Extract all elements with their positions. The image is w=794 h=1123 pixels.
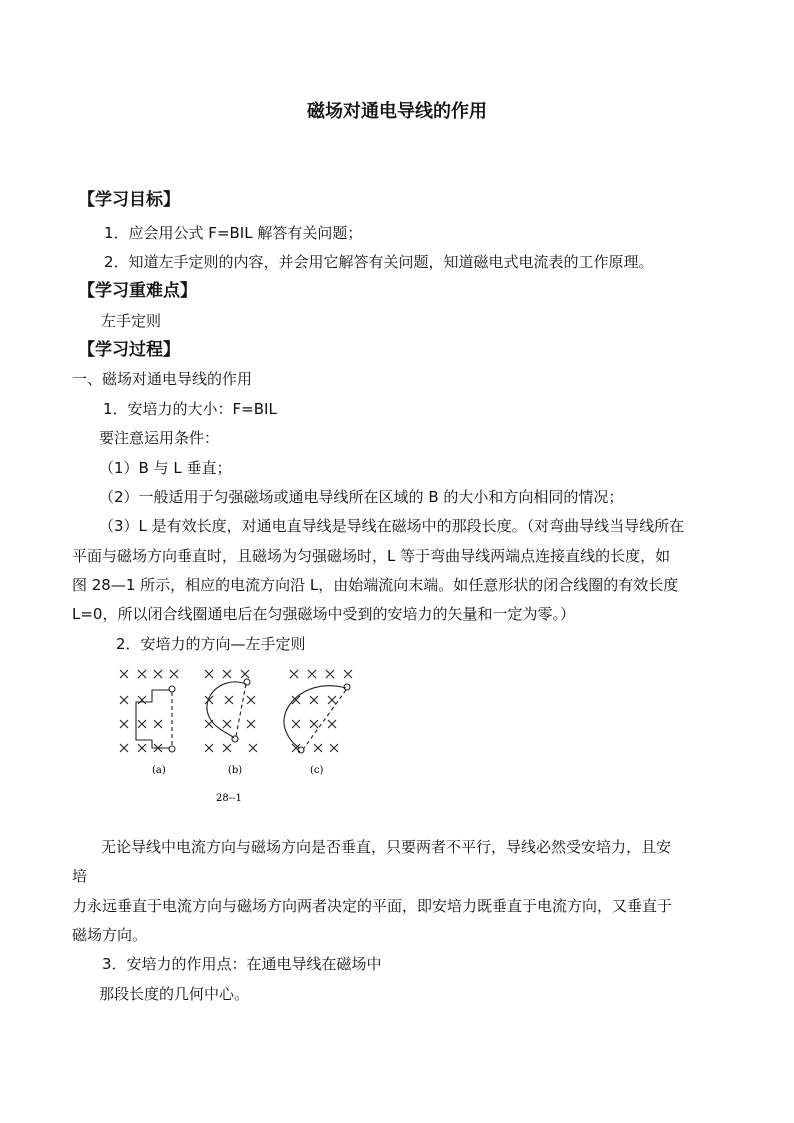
- item-2: 2．安培力的方向—左手定则: [116, 635, 306, 653]
- note: 要注意运用条件：: [99, 429, 220, 447]
- condition-3-line-1: （3）L 是有效长度，对通电直导线是导线在磁场中的那段长度。（对弯曲导线当导线所在: [99, 517, 685, 535]
- condition-1: （1）B 与 L 垂直；: [99, 459, 232, 477]
- item-1: 1．安培力的大小：F=BIL: [103, 400, 277, 418]
- key-point: 左手定则: [101, 312, 162, 330]
- figure-28-1: [110, 662, 370, 812]
- wire-panel-b: [207, 679, 250, 742]
- item-3: 3．安培力的作用点：在通电导线在磁场中: [102, 955, 382, 973]
- page-title: 磁场对通电导线的作用: [307, 101, 487, 122]
- goals-heading: 【学习目标】: [78, 190, 180, 210]
- goal-2: 2．知道左手定则的内容，并会用它解答有关问题，知道磁电式电流表的工作原理。: [104, 253, 654, 271]
- paragraph-line-1: 无论导线中电流方向与磁场方向是否垂直，只要两者不平行，导线必然受安培力，且安: [101, 838, 672, 856]
- label-c: (c): [310, 765, 324, 776]
- condition-3-line-4: L=0，所以闭合线圈通电后在匀强磁场中受到的安培力的矢量和一定为零。）: [72, 605, 575, 623]
- figure-caption: 28--1: [216, 793, 242, 804]
- condition-3-line-2: 平面与磁场方向垂直时，且磁场为匀强磁场时，L 等于弯曲导线两端点连接直线的长度，如: [72, 547, 671, 565]
- paragraph-line-2: 培: [72, 867, 88, 885]
- wire-panel-a: [136, 686, 175, 752]
- part-1-heading: 一、磁场对通电导线的作用: [72, 370, 253, 388]
- label-b: (b): [228, 765, 243, 776]
- item-3-continued: 那段长度的几何中心。: [99, 985, 250, 1003]
- condition-2: （2）一般适用于匀强磁场或通电导线所在区域的 B 的大小和方向相同的情况；: [99, 488, 624, 506]
- label-a: (a): [152, 765, 166, 776]
- process-heading: 【学习过程】: [78, 340, 180, 360]
- key-heading: 【学习重难点】: [78, 281, 197, 301]
- wire-panel-c: [284, 684, 350, 753]
- paragraph-line-4: 磁场方向。: [72, 926, 148, 944]
- condition-3-line-3: 图 28—1 所示，相应的电流方向沿 L，由始端流向末端。如任意形状的闭合线圈的有效长度: [72, 576, 679, 594]
- paragraph-line-3: 力永远垂直于电流方向与磁场方向两者决定的平面，即安培力既垂直于电流方向，又垂直于: [72, 897, 673, 915]
- goal-1: 1．应会用公式 F=BIL 解答有关问题；: [104, 224, 363, 242]
